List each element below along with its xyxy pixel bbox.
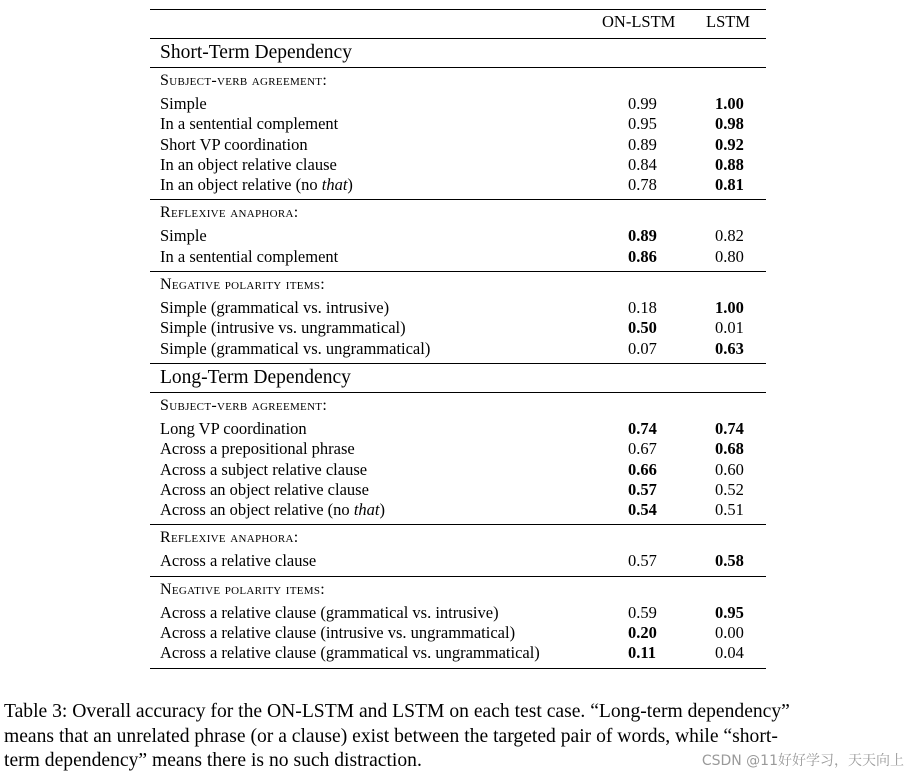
table-row [150, 623, 766, 643]
table-row [150, 298, 766, 318]
row-label: Across a relative clause (grammatical vs. ungrammatical) [160, 643, 540, 663]
table-body [150, 38, 766, 669]
row-label: In an object relative clause [160, 154, 337, 174]
on-lstm-value: 0.07 [628, 338, 657, 358]
on-lstm-value: 0.66 [628, 459, 657, 479]
caption-line: term dependency” means there is no such distraction. [4, 750, 422, 771]
on-lstm-value: 0.95 [628, 114, 657, 134]
table-row [150, 114, 766, 134]
column-header-lstm: LSTM [706, 12, 751, 31]
lstm-value: 0.88 [715, 154, 744, 174]
table-row [150, 643, 766, 663]
on-lstm-value: 0.20 [628, 623, 657, 643]
table-row [150, 318, 766, 338]
row-label: Across a subject relative clause [160, 459, 368, 479]
row-label: Simple [160, 94, 207, 113]
row-label: Simple (grammatical vs. intrusive) [160, 298, 390, 318]
table-row [150, 419, 766, 439]
table-row [150, 247, 766, 267]
table-row [150, 175, 766, 195]
on-lstm-value: 0.11 [628, 643, 656, 663]
lstm-value: 0.80 [715, 246, 744, 266]
row-label-emphasis: that [321, 175, 348, 195]
row-label: Short VP coordination [160, 134, 308, 154]
lstm-value: 0.95 [715, 602, 744, 622]
on-lstm-value: 0.57 [628, 479, 657, 499]
section-title: Long-Term Dependency [160, 366, 351, 388]
lstm-value: 0.82 [715, 226, 744, 246]
table-row [150, 460, 766, 480]
column-header-on-lstm: ON-LSTM [602, 12, 676, 31]
table-bottom-rule [150, 668, 766, 669]
row-label-pre: Across an object relative (no [160, 500, 354, 520]
on-lstm-value: 0.50 [628, 318, 657, 338]
group-title: Reflexive anaphora: [160, 204, 299, 222]
table-row [150, 551, 766, 571]
lstm-value: 0.92 [715, 134, 744, 154]
row-label-post: ) [379, 500, 385, 520]
on-lstm-value: 0.67 [628, 439, 657, 459]
on-lstm-value: 0.89 [628, 134, 657, 154]
table-row [150, 339, 766, 359]
on-lstm-value: 0.99 [628, 94, 657, 113]
row-label: Simple [160, 226, 207, 246]
lstm-value: 0.00 [715, 623, 744, 643]
row-label: Across a relative clause [160, 551, 317, 571]
row-label: Simple (intrusive vs. ungrammatical) [160, 318, 406, 338]
group-title: Reflexive anaphora: [160, 529, 299, 547]
row-label: Simple (grammatical vs. ungrammatical) [160, 338, 431, 358]
table-row [150, 439, 766, 459]
on-lstm-value: 0.54 [628, 500, 657, 520]
on-lstm-value: 0.59 [628, 602, 657, 622]
table-row [150, 94, 766, 114]
lstm-value: 0.52 [715, 479, 744, 499]
lstm-value: 0.60 [715, 459, 744, 479]
row-label: Across a relative clause (intrusive vs. ungrammatical) [160, 623, 516, 643]
on-lstm-value: 0.18 [628, 298, 657, 318]
lstm-value: 0.51 [715, 500, 744, 520]
lstm-value: 0.81 [715, 175, 744, 195]
csdn-watermark: CSDN @11好好学习，天天向上 [701, 753, 904, 769]
on-lstm-value: 0.86 [628, 246, 657, 266]
row-label: Across a prepositional phrase [160, 439, 355, 459]
on-lstm-value: 0.78 [628, 175, 657, 195]
table-row [150, 500, 766, 520]
row-label-emphasis: that [353, 500, 380, 520]
table-row [150, 480, 766, 500]
results-table [150, 9, 766, 669]
lstm-value: 0.63 [715, 338, 744, 358]
group-title: Negative polarity items: [160, 276, 326, 294]
caption-line: means that an unrelated phrase (or a clause) exist between the targeted pair of words, while “short- [4, 725, 778, 747]
table-header-row [150, 10, 766, 38]
group-title: Subject-verb agreement: [160, 72, 328, 89]
group-title: Subject-verb agreement: [160, 396, 328, 414]
row-label-post: ) [347, 175, 353, 195]
lstm-value: 1.00 [715, 298, 744, 318]
lstm-value: 0.74 [715, 418, 744, 438]
row-label: In a sentential complement [160, 246, 339, 266]
on-lstm-value: 0.89 [628, 226, 657, 246]
table-row [150, 135, 766, 155]
on-lstm-value: 0.57 [628, 551, 657, 571]
row-label-pre: In an object relative (no [160, 175, 322, 195]
lstm-value: 0.01 [715, 318, 744, 338]
lstm-value: 0.68 [715, 439, 744, 459]
caption-line: Table 3: Overall accuracy for the ON-LSTM and LSTM on each test case. “Long-term dependency” [4, 701, 790, 722]
group-title: Negative polarity items: [160, 580, 326, 598]
row-label [160, 175, 353, 195]
on-lstm-value: 0.84 [628, 154, 657, 174]
row-label: Across an object relative clause [160, 479, 369, 499]
row-label [160, 500, 385, 520]
row-label: Long VP coordination [160, 418, 307, 438]
on-lstm-value: 0.74 [628, 418, 657, 438]
section-title: Short-Term Dependency [160, 42, 352, 63]
lstm-value: 0.58 [715, 551, 744, 571]
lstm-value: 0.04 [715, 643, 744, 663]
table-row [150, 226, 766, 246]
row-label: In a sentential complement [160, 114, 339, 134]
lstm-value: 1.00 [715, 94, 744, 113]
table-row [150, 155, 766, 175]
lstm-value: 0.98 [715, 114, 744, 134]
row-label: Across a relative clause (grammatical vs. intrusive) [160, 602, 499, 622]
table-row [150, 603, 766, 623]
